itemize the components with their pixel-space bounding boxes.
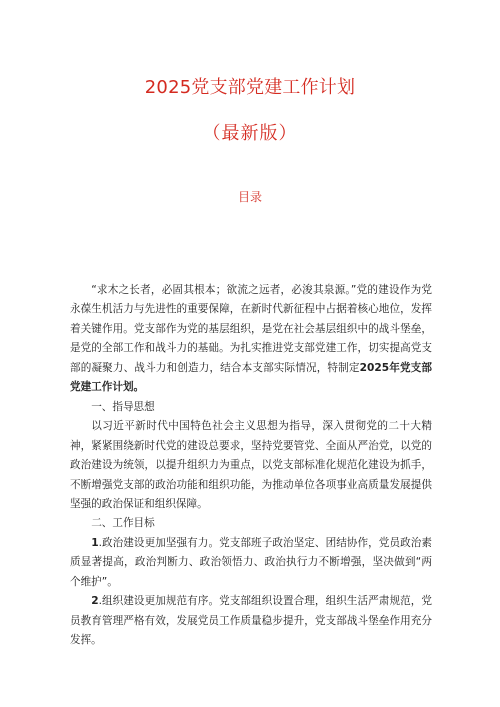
section-heading: 二、工作目标 (91, 517, 155, 530)
intro-paragraph (70, 281, 432, 398)
section-heading: 一、指导思想 (91, 400, 155, 413)
goal-item-text: .政治建设更加坚强有力。党支部班子政治坚定、团结协作，党员政治素质显著提高，政治判断力、政治领悟力、政治执行力不断增强，坚决做到“两个维护”。 (70, 536, 432, 588)
section-paragraph: 以习近平新时代中国特色社会主义思想为指导，深入贯彻党的二十大精神，紧紧围绕新时代党的建设总要求，坚持党要管党、全面从严治党，以党的政治建设为统领，以提升组织力为重点，以党支部标准化规范化建设为抓手，不断增强党支部的政治功能和组织功能，为推动单位各项事业高质量发展提供坚强的政治保证和组织保障。 (70, 420, 432, 510)
goal-item (70, 592, 432, 650)
goal-item-number: 1 (91, 536, 99, 549)
document-title: 2025党支部党建工作计划 (144, 77, 356, 98)
toc-link[interactable]: 目录 (237, 190, 262, 204)
document-subtitle: （最新版） (202, 123, 298, 144)
document-body (70, 281, 432, 651)
intro-bold-tail: 2025年党支部党建工作计划。 (70, 361, 432, 394)
intro-text: “求木之长者，必固其根本；欲流之远者，必浚其泉源。”党的建设作为党永葆生机活力与先进性的重要保障，在新时代新征程中占据着核心地位，发挥着关键作用。党支部作为党的基层组织，是党在社会基层组织中的战斗堡垒，是党的全部工作和战斗力的基础。为扎实推进党支部党建工作，切实提高党支部的凝聚力、战斗力和创造力，结合本支部实际情况，特制定 (70, 284, 432, 374)
goal-item-number: 2 (91, 595, 99, 608)
goal-item (70, 534, 432, 592)
goal-item-text: .组织建设更加规范有序。党支部组织设置合理，组织生活严肃规范，党员教育管理严格有效，发展党员工作质量稳步提升，党支部战斗堡垒作用充分发挥。 (70, 595, 432, 647)
